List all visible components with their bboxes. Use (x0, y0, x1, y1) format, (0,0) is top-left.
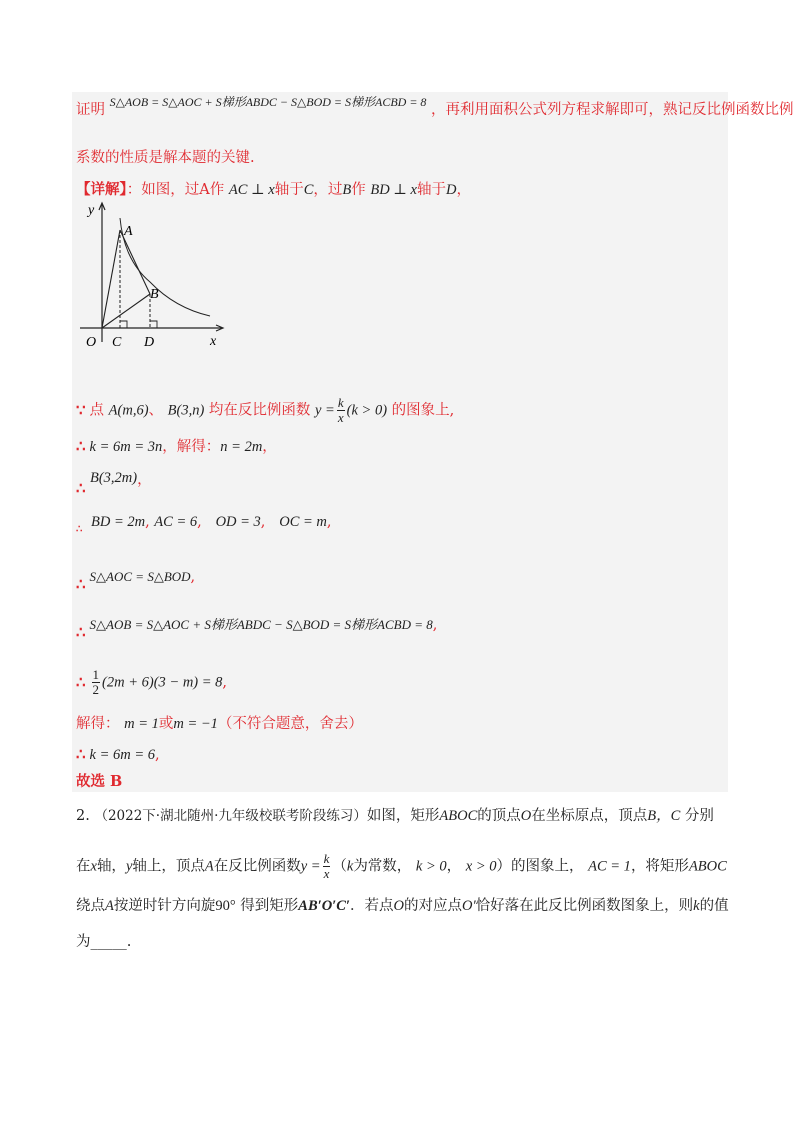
q-line4-b: . (126, 934, 132, 950)
detail-point-d: D (446, 182, 457, 198)
label-d: D (144, 335, 155, 350)
question-line-3 (76, 896, 729, 916)
step1-text-b: 、 (148, 402, 164, 419)
label-a: A (124, 224, 133, 239)
q-k-cond: k > 0 (415, 858, 447, 875)
step-8 (76, 714, 363, 734)
step2-comma: ， (262, 439, 277, 455)
hyperbola-curve (120, 218, 210, 316)
step5-area-equal: S△AOC = S△BOD (89, 569, 191, 584)
therefore-symbol: ∴ (76, 745, 86, 763)
step-1 (76, 396, 454, 425)
because-symbol: ∵ (76, 400, 86, 419)
step8-note: （不符合题意，舍去） (217, 716, 363, 732)
q-line2-d: 在反比例函数 (213, 858, 301, 875)
step4-ac: AC = 6 (154, 514, 198, 530)
q-point-o-prime: O′ (462, 898, 476, 914)
label-o: O (86, 335, 97, 350)
detail-ac-perp: AC ⊥ x (228, 182, 275, 198)
step-5: ∴ S△AOC = S△BOD, (76, 569, 196, 593)
step2-solution: n = 2m (220, 439, 263, 455)
q-point-a: A (204, 858, 214, 875)
geometry-figure (80, 200, 240, 350)
q-line3-c: 得到矩形 (240, 898, 299, 914)
detail-text-e: 作 (351, 182, 366, 198)
step-9: ∴ k = 6m = 6, (76, 745, 160, 763)
text-line1-suffix: ，再利用面积公式列方程求解即可，熟记反比例函数比例 (431, 102, 794, 118)
detail-text-g: ， (456, 182, 471, 198)
step-3-symbol (76, 478, 90, 499)
q-line1-c: 在坐标原点，顶点 (531, 808, 648, 824)
answer-blank[interactable]: _____ (90, 934, 127, 950)
answer-line: 故选 B (76, 773, 123, 790)
q-point-a-2: A (105, 898, 114, 914)
label-y: y (88, 203, 95, 218)
step2-equation: k = 6m = 3n (89, 439, 163, 455)
step9-k-value: k = 6m = 6 (89, 747, 156, 763)
detail-point-b: B (342, 182, 352, 198)
therefore-symbol: ∴ (76, 672, 86, 691)
q-ac-eq: AC = 1 (588, 858, 631, 875)
q-line2-f: 为常数， (353, 858, 412, 875)
right-angle-d (150, 321, 157, 328)
step7-equation: (2m + 6)(3 − m) = 8 (102, 674, 223, 691)
q-rect-aboc-2: ABOC (688, 858, 727, 875)
detail-label: 【详解】 (76, 181, 127, 198)
detail-text-b: 作 (209, 182, 225, 198)
solution-line-2: 系数的性质是解本题的关键. (76, 150, 255, 166)
step-7: ∴ $\frac{1}{2}$ (2m + 6)(3 − m) = 8, (76, 667, 228, 697)
therefore-symbol: ∴ (76, 479, 86, 497)
therefore-symbol: ∴ (76, 524, 83, 535)
q-line1-a: 如图，矩形 (366, 808, 440, 824)
q-degree: 90° (215, 898, 236, 914)
q-point-o-2: O (393, 898, 404, 914)
q-line2-h: ）的图象上， (496, 858, 584, 875)
therefore-symbol: ∴ (76, 437, 86, 455)
q-line3-b: 按逆时针方向旋 (113, 898, 216, 914)
detail-text-a: ：如图，过 (126, 182, 200, 198)
detail-text-d: ，过 (313, 182, 343, 198)
detail-line (76, 180, 471, 200)
q-rect-aboc: ABOC (439, 808, 478, 824)
q-rect-rotated: AB′O′C′ (298, 898, 351, 914)
step1-point-b: B(3,n) (167, 402, 205, 419)
segment-ob (102, 294, 150, 328)
solution-line-1 (76, 95, 794, 120)
right-angle-c (120, 321, 127, 328)
step3-comma: ， (137, 472, 152, 488)
step1-frac-den: x (337, 410, 344, 425)
step1-frac-num: k (337, 395, 344, 410)
segment-oa (102, 230, 120, 328)
q-line2-c: 轴上，顶点 (132, 858, 205, 875)
q-fraction (323, 852, 331, 881)
q-line2-b: 轴， (96, 858, 126, 875)
step7-half (92, 668, 101, 697)
q-line2-g: ， (446, 858, 462, 875)
q-line4-a: 为 (76, 934, 91, 950)
step4-bd: BD = 2m (90, 514, 146, 530)
q-line2-a: 在 (76, 858, 91, 875)
step7-half-num: 1 (92, 667, 100, 682)
step3-point-b: B(3,2m) (90, 470, 138, 486)
q-axis-y: y (125, 858, 133, 875)
step8-label: 解得： (76, 716, 120, 732)
q-line3-g: 的值 (699, 898, 729, 914)
detail-bd-perp: BD ⊥ x (370, 182, 417, 198)
step1-text-a: 点 (89, 402, 105, 419)
q-line1-d: 分别 (684, 808, 714, 824)
q-frac-den: x (323, 866, 330, 881)
step1-func-y: y = (315, 402, 335, 419)
q-axis-x: x (90, 858, 97, 875)
question-source: （2022下·湖北随州·九年级校联考阶段练习） (94, 808, 367, 824)
detail-text-c: 轴于 (274, 182, 304, 198)
question-line-4 (76, 932, 131, 952)
q-func-y: y = (300, 858, 321, 875)
step7-half-den: 2 (92, 682, 100, 697)
therefore-symbol: ∴ (76, 575, 86, 593)
label-c: C (112, 335, 122, 350)
step2-text-solve: ，解得： (162, 439, 221, 455)
detail-point-c: C (303, 182, 314, 198)
q-point-o: O (520, 808, 532, 824)
step8-m-one: m = 1 (124, 716, 159, 732)
q-line2-i: ，将矩形 (630, 858, 689, 875)
label-x: x (210, 334, 217, 349)
detail-text-f: 轴于 (417, 182, 446, 198)
step1-fraction (337, 396, 345, 425)
step4-od: OD = 3 (215, 514, 261, 530)
formula-area-sum: S△AOB = S△AOC + S梯形ABDC − S△BOD = S梯形ACBD = 8 (109, 95, 427, 109)
question-line-2 (76, 852, 727, 881)
q-line3-e: 的对应点 (404, 898, 462, 914)
label-b: B (150, 287, 159, 302)
step-6: ∴ S△AOB = S△AOC + S梯形ABDC − S△BOD = S梯形ACBD = 8, (76, 617, 438, 641)
q-k: k (346, 858, 354, 875)
step8-m-neg-one: m = −1 (173, 716, 218, 732)
question-line-1 (76, 806, 714, 826)
step8-or: 或 (158, 716, 174, 732)
therefore-symbol: ∴ (76, 623, 86, 641)
step-2 (76, 436, 277, 457)
step1-text-c: 均在反比例函数 (208, 402, 311, 419)
q-k-2: k (693, 898, 700, 914)
q-line2-e: （ (332, 858, 347, 875)
segment-ab (120, 230, 150, 294)
text-prove: 证明 (76, 102, 105, 118)
detail-point-a: A (199, 182, 210, 198)
step4-oc: OC = m (279, 514, 327, 530)
step1-text-d: 的图象上, (391, 402, 455, 419)
step6-area-equation: S△AOB = S△AOC + S梯形ABDC − S△BOD = S梯形ACBD = 8 (89, 617, 433, 632)
step-4: $_\therefore$ BD = 2m, AC = 6, OD = 3, OC = m, (76, 514, 332, 535)
q-frac-num: k (323, 851, 330, 866)
step1-condition: (k > 0) (346, 402, 388, 419)
q-line3-d: ．若点 (350, 898, 394, 914)
question-number: 2. (76, 808, 90, 824)
step1-point-a: A(m,6) (108, 402, 149, 419)
q-line3-f: 恰好落在此反比例函数图象上，则 (475, 898, 694, 914)
q-points-bc: B，C (647, 808, 681, 824)
q-x-cond: x > 0 (465, 858, 497, 875)
q-line3-a: 绕点 (76, 898, 105, 914)
q-line1-b: 的顶点 (477, 808, 521, 824)
